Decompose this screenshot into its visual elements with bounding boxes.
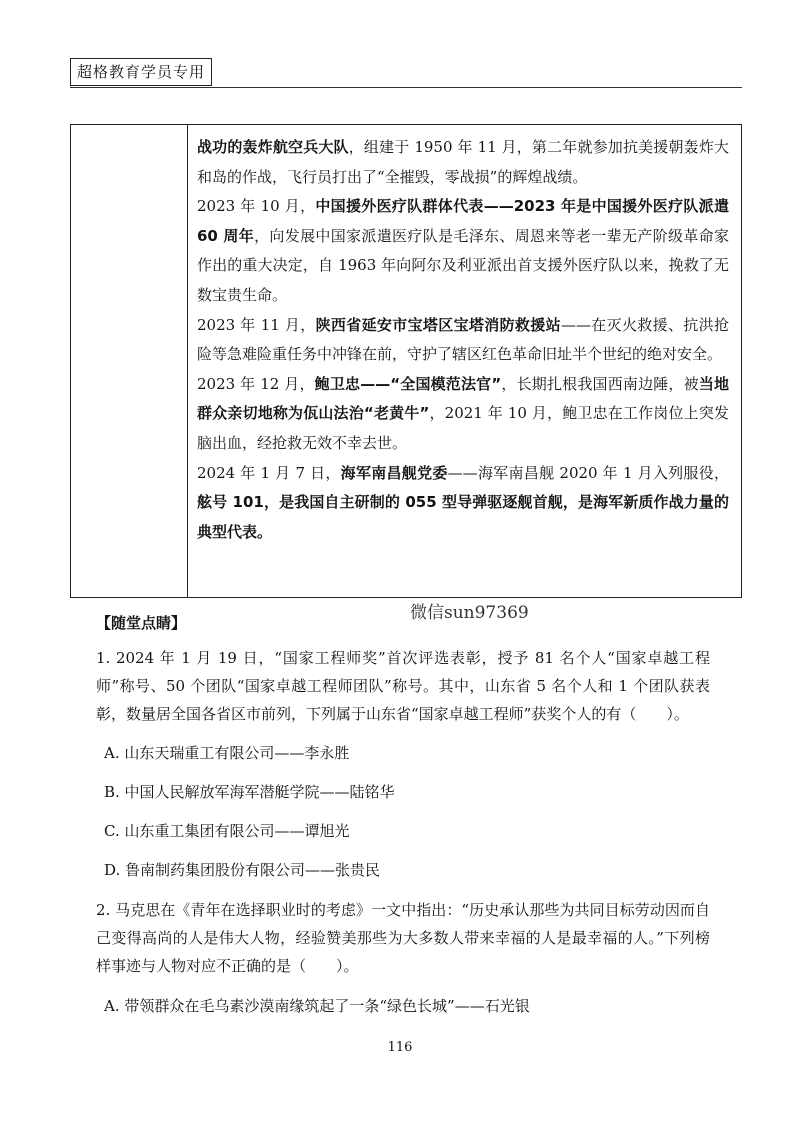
text-normal: ，长期扎根我国西南边陲，被 [501, 374, 699, 393]
table-column-divider [187, 125, 188, 597]
question-1-option-d: D. 鲁南制药集团股份有限公司——张贵民 [104, 861, 381, 879]
text-bold: 战功的轰炸航空兵大队 [197, 138, 349, 156]
text-bold: 海军南昌舰党委 [340, 463, 448, 482]
question-2-stem: 2. 马克思在《青年在选择职业时的考虑》一文中指出：“历史承认那些为共同目标劳动因而自己变得高尚的人是伟大人物，经验赞美那些为大多数人带来幸福的人是最幸福的人。”下列榜样事迹与人物对应不正确的是（ ）。 [96, 901, 710, 975]
table-paragraph [197, 311, 729, 370]
text-normal: ，2021 年 10 月，鲍卫忠在工作岗位上突发脑出血，经抢救无效不幸去世。 [197, 404, 729, 452]
watermark-text: 微信sun97369 [410, 603, 529, 623]
section-heading: 【随堂点睛】 [96, 614, 187, 632]
text-normal: 2023 年 12 月， [197, 374, 315, 393]
table-paragraph [197, 133, 729, 192]
text-normal: 2024 年 1 月 7 日， [197, 463, 341, 482]
table-paragraph [197, 459, 729, 548]
table-content-cell [197, 133, 729, 547]
text-bold: 中国援外医疗队群体代表——2023 年是中国援外医疗队派遣 60 周年 [197, 197, 729, 245]
info-table [70, 124, 742, 598]
table-paragraph [197, 370, 729, 459]
text-bold: 鲍卫忠——“全国模范法官” [314, 374, 502, 393]
page-number: 116 [387, 1040, 413, 1055]
text-normal: 2023 年 11 月， [197, 315, 316, 334]
header-divider [70, 87, 742, 88]
question-1-option-a: A. 山东天瑞重工有限公司——李永胜 [104, 744, 350, 762]
text-bold: 当地群众亲切地称为佤山法治“老黄牛” [197, 374, 729, 423]
text-bold: 陕西省延安市宝塔区宝塔消防救援站 [315, 315, 561, 334]
question-1-stem: 1. 2024 年 1 月 19 日，“国家工程师奖”首次评选表彰，授予 81 名个人“国家卓越工程师”称号、50 个团队“国家卓越工程师团队”称号。其中，山东省 5 名个人和 1 个团队获表彰，数量居全国各省区市前列，下列属于山东省“国家卓越工程师”获奖个人的有（ ）。 [96, 649, 710, 723]
table-paragraph [197, 192, 729, 310]
question-1-option-b: B. 中国人民解放军海军潜艇学院——陆铭华 [104, 783, 395, 801]
text-normal: ，向发展中国家派遣医疗队是毛泽东、周恩来等老一辈无产阶级革命家作出的重大决定，自 1963 年向阿尔及利亚派出首支援外医疗队以来，挽救了无数宝贵生命。 [197, 226, 729, 304]
text-normal: ——海军南昌舰 2020 年 1 月入列服役， [447, 463, 729, 482]
header-label: 超格教育学员专用 [70, 58, 212, 86]
text-normal: ——在灭火救援、抗洪抢险等急难险重任务中冲锋在前，守护了辖区红色革命旧址半个世纪的绝对安全。 [197, 315, 729, 364]
question-2-option-a: A. 带领群众在毛乌素沙漠南缘筑起了一条“绿色长城”——石光银 [104, 997, 530, 1015]
question-1-option-c: C. 山东重工集团有限公司——谭旭光 [104, 822, 350, 840]
text-normal: ，组建于 1950 年 11 月，第二年就参加抗美援朝轰炸大和岛的作战，飞行员打出了“全摧毁，零战损”的辉煌战绩。 [197, 138, 729, 186]
questions-body [96, 644, 710, 1020]
text-normal: 2023 年 10 月， [197, 197, 316, 216]
text-bold: 舷号 101，是我国自主研制的 055 型导弹驱逐舰首舰，是海军新质作战力量的典型代表。 [197, 493, 729, 541]
